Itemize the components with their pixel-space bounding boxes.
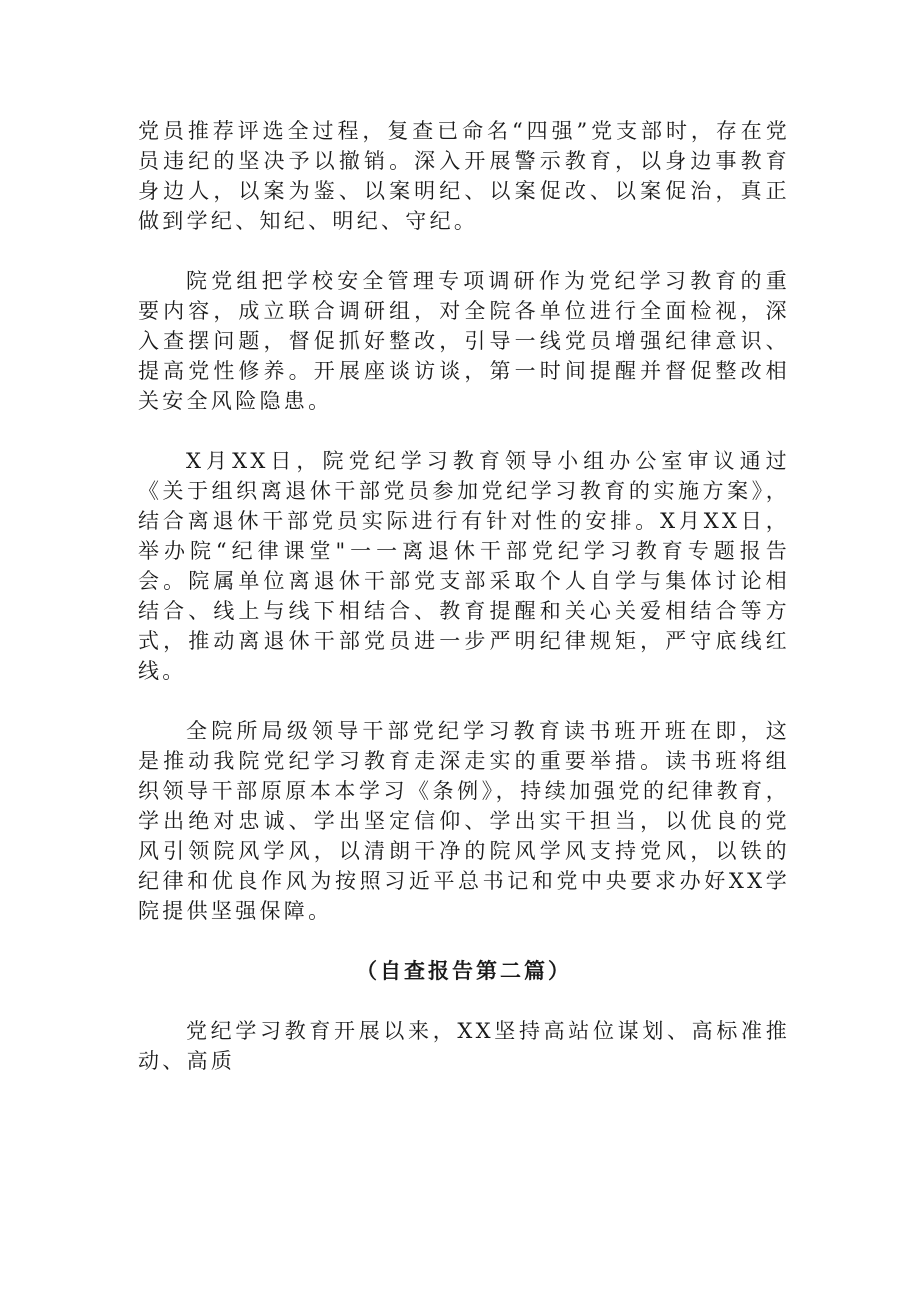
paragraph-second-report-intro: 党纪学习教育开展以来，XX坚持高站位谋划、高标准推动、高质 <box>138 1019 790 1073</box>
section-heading: （自查报告第二篇） <box>356 958 572 983</box>
paragraph-reading-class: 全院所局级领导干部党纪学习教育读书班开班在即，这是推动我院党纪学习教育走深走实的重要举措。读书班将组织领导干部原原本本学习《条例》，持续加强党的纪律教育，学出绝对忠诚、学出坚定信仰、学出实干担当，以优良的党风引领院风学风，以清朗干净的院风学风支持党风，以铁的纪律和优良作风为按照习近平总书记和党中央要求办好XX学院提供坚强保障。 <box>138 719 790 923</box>
document-body <box>138 116 790 1076</box>
paragraph-continued: 党员推荐评选全过程，复查已命名“四强”党支部时，存在党员违纪的坚决予以撤销。深入开展警示教育，以身边事教育身边人，以案为鉴、以案明纪、以案促改、以案促治，真正做到学纪、知纪、明纪、守纪。 <box>138 119 790 233</box>
paragraph-safety-research: 院党组把学校安全管理专项调研作为党纪学习教育的重要内容，成立联合调研组，对全院各单位进行全面检视，深入查摆问题，督促抓好整改，引导一线党员增强纪律意识、提高党性修养。开展座谈访谈，第一时间提醒并督促整改相关安全风险隐患。 <box>138 269 790 413</box>
paragraph-retired-cadres: X月XX日，院党纪学习教育领导小组办公室审议通过《关于组织离退休干部党员参加党纪学习教育的实施方案》，结合离退休干部党员实际进行有针对性的安排。X月XX日，举办院“纪律课堂"一一离退休干部党纪学习教育专题报告会。院属单位离退休干部党支部采取个人自学与集体讨论相结合、线上与线下相结合、教育提醒和关心关爱相结合等方式，推动离退休干部党员进一步严明纪律规矩，严守底线红线。 <box>138 449 790 683</box>
